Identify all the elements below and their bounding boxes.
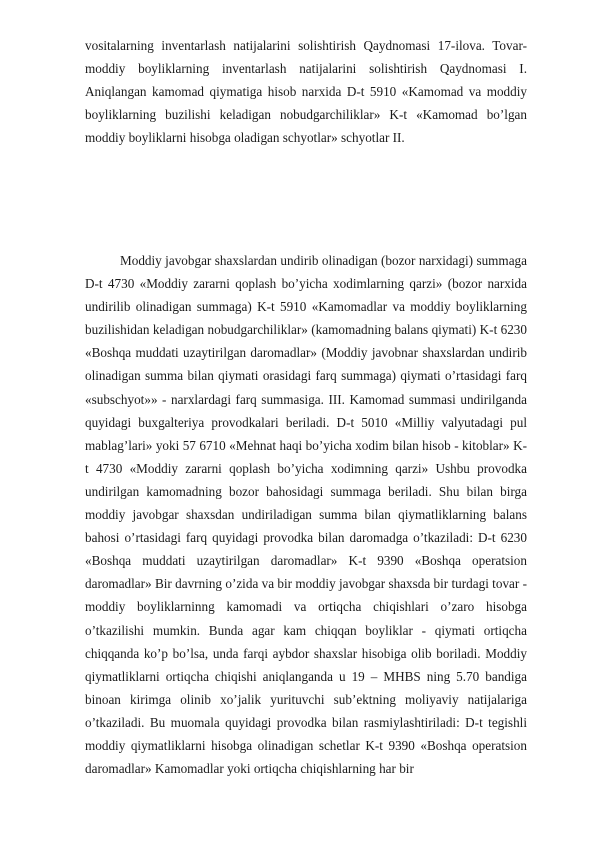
body-paragraph-liable-persons: Moddiy javobgar shaxslardan undirib olinadigan (bozor narxidagi) summaga D-t 4730 «Moddiy zararni qoplash bo’yicha xodimlarning qarzi» (bozor narxida undirilib olinadigan summaga) K-t 5910 «Kamomadlar va moddiy boyliklarning buzilishidan keladigan nobudgarchiliklar» (kamomadning balans qiymati) K-t 6230 «Boshqa muddati uzaytirilgan daromadlar» (Moddiy javobnar shaxslardan undirib olinadigan summa bilan qiymati orasidagi farq summaga) qiymati o’rtasidagi farq «subschyot»» - narxlardagi farq summasiga. III. Kamomad summasi undirilganda quyidagi buxgalteriya provodkalari beriladi. D-t 5010 «Milliy valyutadagi pul mablag’lari» yoki 57 6710 «Mehnat haqi bo’yicha xodim bilan hisob - kitoblar» K-t 4730 «Moddiy zararni qoplash bo’yicha xodimning qarzi» Ushbu provodka undirilgan kamomadning bozor bahosidagi summaga beriladi. Shu bilan birga moddiy javobgar shaxsdan undiriladigan summa bilan qiymatliklarning balans bahosi o’rtasidagi farq quyidagi provodka bilan daromadga o’tkaziladi: D-t 6230 «Boshqa muddati uzaytirilgan daromadlar» K-t 9390 «Boshqa operatsion daromadlar» Bir davrning o’zida va bir moddiy javobgar shaxsda bir turdagi tovar - moddiy boyliklarninng kamomadi va ortiqcha chiqishlari o’zaro hisobga o’tkazilishi mumkin. Bunda agar kam chiqqan boyliklar - qiymati ortiqcha chiqqanda ko’p bo’lsa, unda farqi aybdor shaxslar hisobiga olib boriladi. Moddiy qiymatliklarni ortiqcha chiqishi aniqlanganda u 19 – MHBS ning 5.70 bandiga binoan kirimga olinib xo’jalik yurituvchi sub’ektning moliyaviy natijalariga o’tkaziladi. Bu muomala quyidagi provodka bilan rasmiylashtiriladi: D-t tegishli moddiy qiymatliklarni hisobga olinadigan schetlar K-t 9390 «Boshqa operatsion daromadlar» Kamomadlar yoki ortiqcha chiqishlarning har bir bbox=[85, 253, 527, 777]
body-paragraph-inventory-comparison: vositalarning inventarlash natijalarini solishtirish Qaydnomasi 17-ilova. Tovar-moddiy boyliklarning inventarlash natijalarini solishtirish Qaydnomasi I. Aniqlangan kamomad qiymatiga hisob narxida D-t 5910 «Kamomad va moddiy boyliklarning buzilishi keladigan nobudgarchiliklar» K-t «Kamomad bo’lgan moddiy boyliklarni hisobga oladigan schyotlar» schyotlar II. bbox=[85, 38, 527, 146]
